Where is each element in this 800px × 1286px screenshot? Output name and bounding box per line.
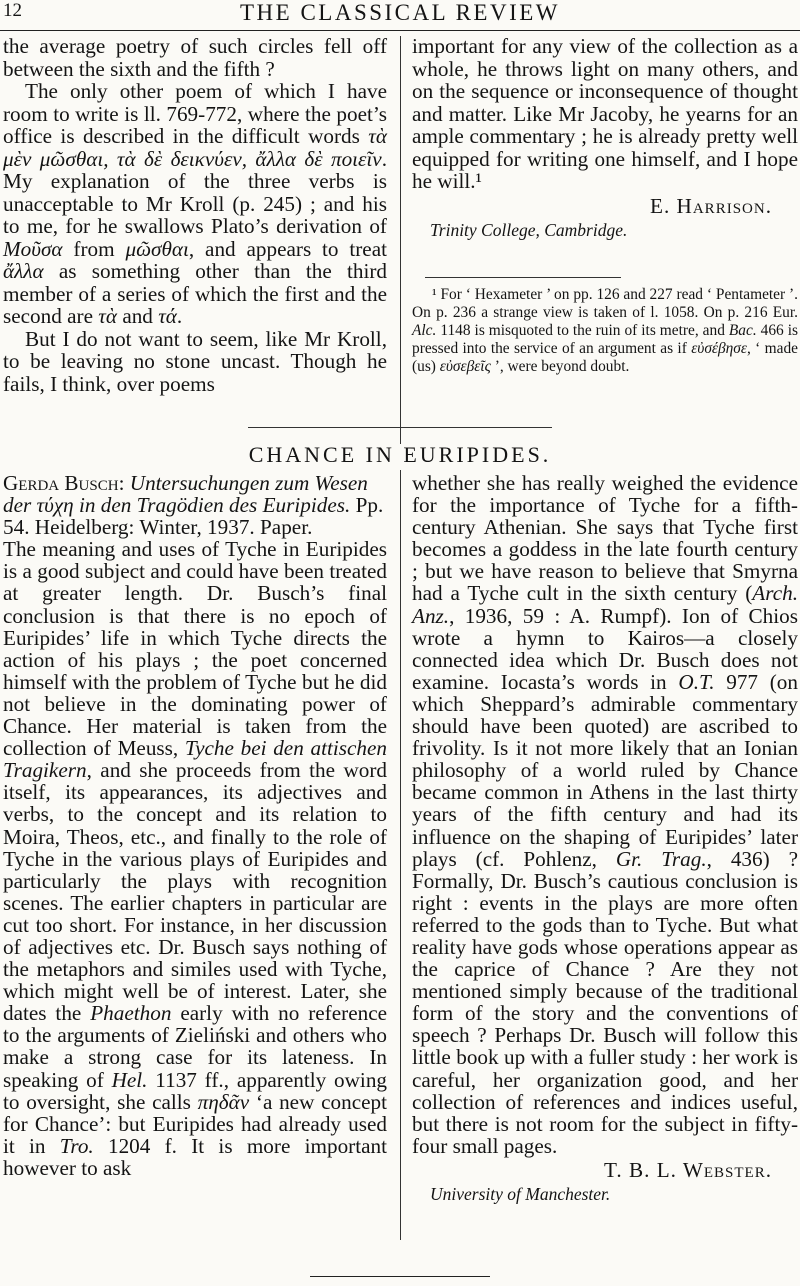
book-citation: Gerda Busch: Untersuchungen zum Wesen der τύχη in den Tragödien des Euripides. Pp. 54. Heidelberg: Winter, 1937. Paper. <box>3 471 384 540</box>
review-body-continued: whether she has really weighed the evidence for the importance of Tyche for a fifth-century Athenian. She says that Tyche first becomes a goddess in the late fourth century ; but we have reason to believe that Smyrna had a Tyche cult in the sixth century (Arch. Anz., 1936, 59 : A. Rumpf). Ion of Chios wrote a hymn to Kairos—a closely connected idea which Dr. Busch does not examine. Iocasta’s words in O.T. 977 (on which Sheppard’s admirable commentary should have been quoted) are ascribed to frivolity. Is it not more likely that an Ionian philosophy of a world ruled by Chance became common in Athens in the last thirty years of the fifth century and had its influence on the shaping of Euripides’ later plays (cf. Pohlenz, Gr. Trag., 436) ? Formally, Dr. Busch’s cautious conclusion is right : events in the plays are more often referred to the gods than to Tyche. But what reality have gods whose operations appear as the caprice of Chance ? Are they not mentioned simply because of the traditional form of the story and the conventions of speech ? Perhaps Dr. Busch will follow this little book up with a fuller study : her work is careful, her organization good, and her collection of references and indices useful, but there is not room for the subject in fifty-four small pages. <box>412 471 799 1158</box>
column-divider-bottom <box>400 470 401 1240</box>
greek-word: Μοῦσα <box>3 236 63 261</box>
previous-review-right-column <box>412 35 798 242</box>
book-author: Gerda Busch <box>3 471 119 495</box>
column-divider-top <box>400 36 401 444</box>
footnote-rule <box>425 277 621 278</box>
review-right-column <box>412 472 798 1205</box>
book-details: Pp. 54. Heidelberg: Winter, 1937. Paper. <box>3 493 384 540</box>
footnote: ¹ For ‘ Hexameter ’ on pp. 126 and 227 read ‘ Pentameter ’. On p. 236 a strange view is taken of l. 1058. On p. 216 Eur. Alc. 1148 is misquoted to the ruin of its metre, and Bac. 466 is pressed into the service of an argument as if εὐσέβησε, ‘ made (us) εὐσεβεῖς ’, were beyond doubt. <box>412 286 799 375</box>
paragraph: important for any view of the collection as a whole, he throws light on many others, and on the sequence or inconsequence of thought and matter. Like Mr Jacoby, he yearns for an ample commentary ; he is already pretty well equipped for writing one himself, and I hope he will.¹ <box>412 34 798 193</box>
review-body: The meaning and uses of Tyche in Euripides is a good subject and could have been treated at greater length. Dr. Busch’s final conclusion is that there is no epoch of Euripides’ life in which Tyche directs the action of his plays ; the poet concerned himself with the problem of Tyche but he did not believe in the dominating power of Chance. Her material is taken from the collection of Meuss, Tyche bei den attischen Tragikern, and she proceeds from the word itself, its appearances, its adjectives and verbs, to the concept and its relation to Moira, Theos, etc., and finally to the role of Tyche in the various plays of Euripides and particularly the plays with recognition scenes. The earlier chapters in particular are cut too short. For instance, in her discussion of adjectives etc. Dr. Busch says nothing of the metaphors and similes used with Tyche, which might well be of interest. Later, she dates the Phaethon early with no reference to the arguments of Zieliński and others who make a strong case for its lateness. In speaking of Hel. 1137 ff., apparently owing to oversight, she calls πηδᾶν ‘a new concept for Chance’: but Euripides had already used it in Tro. 1204 f. It is more important however to ask <box>3 537 388 1180</box>
greek-word: ἄλλα <box>3 259 44 283</box>
reviewer-signature: E. Harrison. <box>650 193 772 218</box>
paragraph: the average poetry of such circles fell off between the sixth and the fifth ? <box>3 34 387 81</box>
reviewer-signature: T. B. L. Webster. <box>604 1157 772 1182</box>
page-number: 12 <box>3 0 22 21</box>
review-left-column <box>3 472 387 1179</box>
header-rule <box>0 30 800 31</box>
previous-review-left-column <box>3 35 387 395</box>
greek-word: τὰ <box>98 304 118 328</box>
greek-quote: τὰ μὲν μῶσθαι, τὰ δὲ δεικνύεν, ἄλλα δὲ ποιεῖν <box>3 124 387 171</box>
end-rule <box>310 1276 490 1277</box>
book-title: Untersuchungen zum Wesen der τύχη in den Tragödien des Euripides. <box>3 471 368 518</box>
reviewer-affiliation: Trinity College, Cambridge. <box>430 220 628 240</box>
section-title: CHANCE IN EURIPIDES. <box>248 442 552 467</box>
reviewer-affiliation: University of Manchester. <box>430 1184 611 1204</box>
greek-word: τά <box>158 304 177 328</box>
journal-title: THE CLASSICAL REVIEW <box>239 0 560 25</box>
greek-word: μῶσθαι <box>125 236 189 261</box>
section-divider <box>248 427 552 428</box>
paragraph: The only other poem of which I have room to write is ll. 769-772, where the poet’s office is described in the difficult words τὰ μὲν μῶσθαι, τὰ δὲ δεικνύεν, ἄλλα δὲ ποιεῖν. My explanation of the three verbs is unacceptable to Mr Kroll (p. 245) ; and his to me, for he swallows Plato’s derivation of Μοῦσα from μῶσθαι, and appears to treat ἄλλα as something other than the third member of a series of which the first and the second are τὰ and τά. <box>3 79 387 328</box>
paragraph: But I do not want to seem, like Mr Kroll, to be leaving no stone uncast. Though he fails, I think, over poems <box>3 326 387 396</box>
